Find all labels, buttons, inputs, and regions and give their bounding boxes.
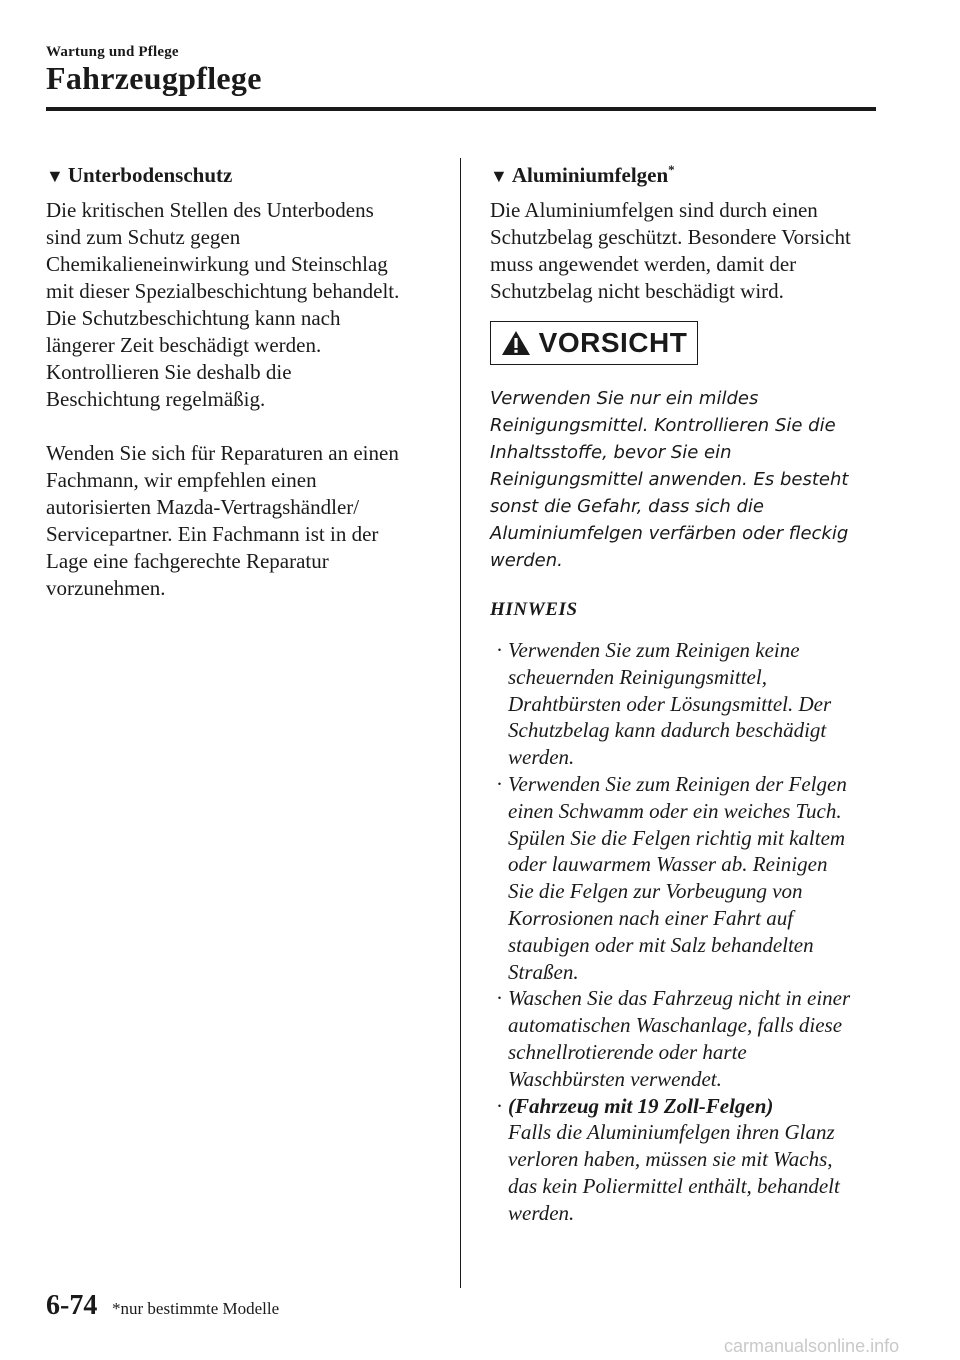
bullet-icon: · [496,986,503,1011]
column-divider [460,158,461,1288]
paragraph-alloy-intro: Die Aluminiumfelgen sind durch einen Schutzbelag geschützt. Besondere Vorsicht muss angewendet werden, damit der Schutzbelag nicht beschädigt wird. [490,198,851,303]
note-list [490,637,890,1227]
triangle-down-icon: ▼ [490,166,508,186]
list-item [490,771,890,985]
list-item [490,985,890,1092]
note-item-text: Verwenden Sie zum Reinigen der Felgen einen Schwamm oder ein weiches Tuch. Spülen Sie die Felgen richtig mit kaltem oder lauwarmem Wasser ab. Reinigen Sie die Felgen zur Vorbeugung von Korrosionen nach einer Fahrt auf staubigen oder mit Salz behandelten Straßen. [508,771,847,984]
chapter-title: Fahrzeugpflege [46,60,262,96]
caution-text: Verwenden Sie nur ein mildes Reinigungsmittel. Kontrollieren Sie die Inhaltsstoffe, bevor Sie ein Reinigungsmittel anwenden. Es besteht sonst die Gefahr, dass sich die Aluminiumfelgen verfärben oder fleckig werden. [490,388,849,571]
note-item-text: Verwenden Sie zum Reinigen keine scheuernden Reinigungsmittel, Drahtbürsten oder Lösungsmittel. Der Schutzbelag kann dadurch beschädigt werden. [508,638,832,770]
footnote-mark: * [668,162,675,177]
paragraph-underbody-2: Wenden Sie sich für Reparaturen an einen Fachmann, wir empfehlen einen autorisierten Mazda-Vertragshändler/ Servicepartner. Ein Fachmann ist in der Lage eine fachgerechte Reparatur vorzunehmen. [46,441,399,600]
triangle-down-icon: ▼ [46,166,64,186]
warning-icon [501,330,531,356]
note-item-condition: (Fahrzeug mit 19 Zoll-Felgen) [508,1093,774,1118]
watermark: carmanualsonline.info [724,1336,900,1356]
bullet-icon: · [496,771,503,796]
note-item-text: Waschen Sie das Fahrzeug nicht in einer automatischen Waschanlage, falls diese schnellrotierende oder harte Waschbürsten verwendet. [508,986,851,1091]
page-number: 6-74 [46,1290,98,1321]
section-heading-alloy-wheels [490,158,890,193]
section-label: Wartung und Pflege [46,44,179,60]
bullet-icon: · [496,1093,503,1118]
note-item-text: Falls die Aluminiumfelgen ihren Glanz verloren haben, müssen sie mit Wachs, das kein Poliermittel enthält, behandelt werden. [508,1120,840,1225]
list-item [490,637,890,771]
section-heading-underbody [46,158,441,193]
list-item [490,1093,890,1227]
left-column [46,158,441,602]
caution-label: VORSICHT [538,327,688,358]
footnote: *nur bestimmte Modelle [112,1299,280,1318]
bullet-icon: · [496,638,503,662]
caution-box [490,321,698,365]
header-rule [46,107,876,111]
right-column [490,158,890,1227]
note-heading: HINWEIS [490,599,578,620]
heading-text: Aluminiumfelgen [511,163,669,187]
paragraph-underbody-1: Die kritischen Stellen des Unterbodens sind zum Schutz gegen Chemikalieneinwirkung und Steinschlag mit dieser Spezialbeschichtung behandelt. Die Schutzbeschichtung kann nach längerer Zeit beschädigt werden. Kontrollieren Sie deshalb die Beschichtung regelmäßig. [46,198,400,411]
heading-text: Unterbodenschutz [67,163,233,187]
